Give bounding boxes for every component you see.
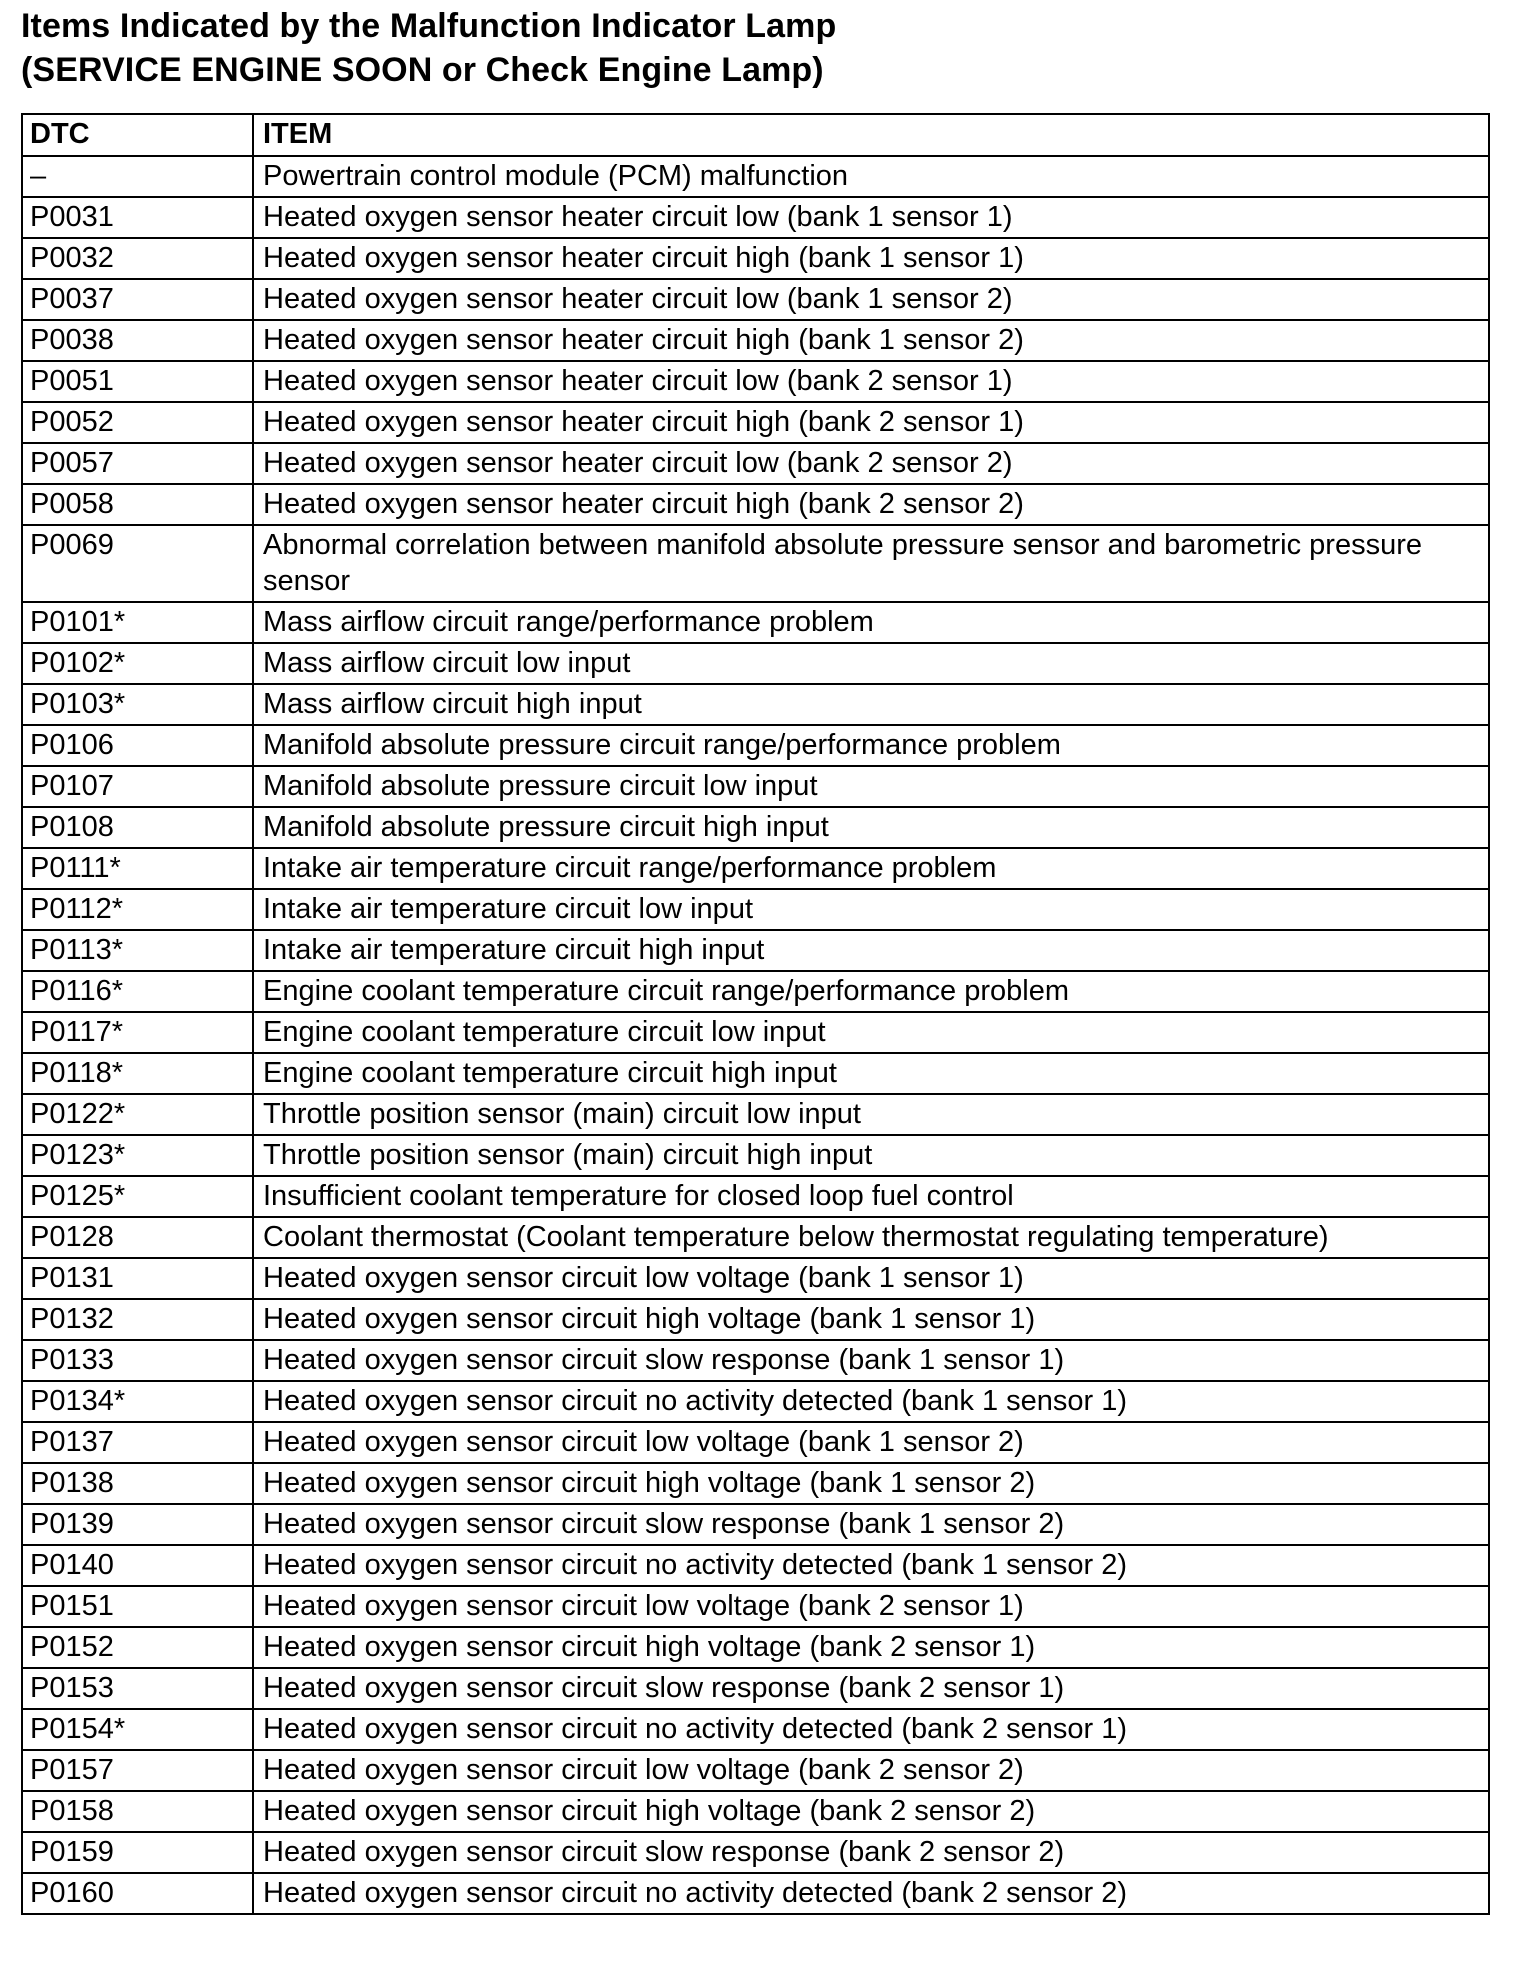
column-header-item: ITEM [253,114,1489,156]
dtc-code-cell: P0038 [22,320,253,361]
table-row [22,889,1489,930]
dtc-item-cell: Engine coolant temperature circuit low input [253,1012,1489,1053]
table-row [22,1791,1489,1832]
dtc-code-cell: P0137 [22,1422,253,1463]
table-row [22,402,1489,443]
dtc-code-cell: P0157 [22,1750,253,1791]
dtc-item-cell: Mass airflow circuit low input [253,643,1489,684]
dtc-code-cell: P0128 [22,1217,253,1258]
table-row [22,1176,1489,1217]
dtc-item-cell: Manifold absolute pressure circuit low input [253,766,1489,807]
table-row [22,1504,1489,1545]
table-row [22,1012,1489,1053]
dtc-code-cell: P0138 [22,1463,253,1504]
dtc-code-cell: P0102* [22,643,253,684]
dtc-item-cell: Heated oxygen sensor circuit no activity detected (bank 1 sensor 1) [253,1381,1489,1422]
dtc-code-cell: P0131 [22,1258,253,1299]
table-row [22,1094,1489,1135]
dtc-code-cell: P0111* [22,848,253,889]
dtc-code-cell: P0103* [22,684,253,725]
dtc-item-cell: Heated oxygen sensor circuit no activity detected (bank 1 sensor 2) [253,1545,1489,1586]
dtc-item-cell: Heated oxygen sensor heater circuit low (bank 2 sensor 1) [253,361,1489,402]
dtc-item-cell: Heated oxygen sensor circuit no activity detected (bank 2 sensor 1) [253,1709,1489,1750]
table-row [22,930,1489,971]
dtc-code-cell: P0101* [22,602,253,643]
dtc-code-cell: P0052 [22,402,253,443]
dtc-code-cell: P0116* [22,971,253,1012]
dtc-item-cell: Heated oxygen sensor circuit low voltage (bank 2 sensor 2) [253,1750,1489,1791]
dtc-code-cell: P0108 [22,807,253,848]
table-row [22,602,1489,643]
dtc-item-cell: Intake air temperature circuit low input [253,889,1489,930]
table-row [22,484,1489,525]
dtc-item-cell: Heated oxygen sensor circuit low voltage (bank 2 sensor 1) [253,1586,1489,1627]
dtc-item-cell: Heated oxygen sensor circuit high voltage (bank 2 sensor 2) [253,1791,1489,1832]
table-row [22,1299,1489,1340]
dtc-item-cell: Heated oxygen sensor circuit low voltage (bank 1 sensor 2) [253,1422,1489,1463]
dtc-code-cell: P0058 [22,484,253,525]
dtc-code-cell: P0051 [22,361,253,402]
table-row [22,1422,1489,1463]
dtc-item-cell: Coolant thermostat (Coolant temperature below thermostat regulating temperature) [253,1217,1489,1258]
dtc-code-cell: P0125* [22,1176,253,1217]
dtc-item-cell: Abnormal correlation between manifold absolute pressure sensor and barometric pressure sensor [253,525,1489,602]
dtc-code-cell: P0031 [22,197,253,238]
table-row [22,766,1489,807]
table-row [22,279,1489,320]
dtc-item-cell: Mass airflow circuit range/performance problem [253,602,1489,643]
dtc-code-cell: P0154* [22,1709,253,1750]
dtc-table [21,113,1490,1915]
dtc-code-cell: P0160 [22,1873,253,1914]
dtc-item-cell: Heated oxygen sensor heater circuit high (bank 1 sensor 1) [253,238,1489,279]
table-row [22,1627,1489,1668]
table-row [22,684,1489,725]
dtc-item-cell: Heated oxygen sensor circuit slow response (bank 2 sensor 1) [253,1668,1489,1709]
dtc-item-cell: Heated oxygen sensor circuit slow response (bank 1 sensor 1) [253,1340,1489,1381]
dtc-code-cell: P0152 [22,1627,253,1668]
dtc-item-cell: Heated oxygen sensor circuit high voltage (bank 1 sensor 2) [253,1463,1489,1504]
dtc-item-cell: Throttle position sensor (main) circuit low input [253,1094,1489,1135]
title-line-1: Items Indicated by the Malfunction Indicator Lamp [21,7,837,45]
dtc-item-cell: Heated oxygen sensor circuit high voltage (bank 2 sensor 1) [253,1627,1489,1668]
dtc-code-cell: – [22,156,253,197]
dtc-code-cell: P0118* [22,1053,253,1094]
dtc-item-cell: Intake air temperature circuit high input [253,930,1489,971]
dtc-code-cell: P0123* [22,1135,253,1176]
dtc-code-cell: P0153 [22,1668,253,1709]
dtc-code-cell: P0158 [22,1791,253,1832]
dtc-code-cell: P0134* [22,1381,253,1422]
table-row [22,1545,1489,1586]
dtc-item-cell: Heated oxygen sensor circuit low voltage (bank 1 sensor 1) [253,1258,1489,1299]
dtc-item-cell: Engine coolant temperature circuit high input [253,1053,1489,1094]
dtc-item-cell: Heated oxygen sensor circuit no activity detected (bank 2 sensor 2) [253,1873,1489,1914]
dtc-code-cell: P0069 [22,525,253,602]
table-row [22,1873,1489,1914]
table-row [22,1135,1489,1176]
dtc-item-cell: Engine coolant temperature circuit range/performance problem [253,971,1489,1012]
dtc-code-cell: P0133 [22,1340,253,1381]
table-body [22,156,1489,1914]
dtc-item-cell: Insufficient coolant temperature for closed loop fuel control [253,1176,1489,1217]
dtc-item-cell: Heated oxygen sensor circuit high voltage (bank 1 sensor 1) [253,1299,1489,1340]
dtc-code-cell: P0107 [22,766,253,807]
dtc-code-cell: P0113* [22,930,253,971]
table-row [22,1258,1489,1299]
dtc-code-cell: P0037 [22,279,253,320]
table-row [22,807,1489,848]
table-row [22,1586,1489,1627]
table-row [22,320,1489,361]
table-row [22,848,1489,889]
dtc-item-cell: Heated oxygen sensor circuit slow response (bank 1 sensor 2) [253,1504,1489,1545]
dtc-code-cell: P0032 [22,238,253,279]
dtc-code-cell: P0122* [22,1094,253,1135]
table-row [22,1463,1489,1504]
dtc-code-cell: P0117* [22,1012,253,1053]
table-row [22,238,1489,279]
dtc-item-cell: Intake air temperature circuit range/performance problem [253,848,1489,889]
dtc-code-cell: P0140 [22,1545,253,1586]
table-row [22,643,1489,684]
dtc-item-cell: Manifold absolute pressure circuit range/performance problem [253,725,1489,766]
page-title [21,4,836,92]
table-row [22,725,1489,766]
dtc-code-cell: P0106 [22,725,253,766]
dtc-code-cell: P0057 [22,443,253,484]
dtc-item-cell: Heated oxygen sensor heater circuit low (bank 1 sensor 2) [253,279,1489,320]
dtc-item-cell: Throttle position sensor (main) circuit high input [253,1135,1489,1176]
table-row [22,156,1489,197]
dtc-item-cell: Heated oxygen sensor circuit slow response (bank 2 sensor 2) [253,1832,1489,1873]
dtc-item-cell: Heated oxygen sensor heater circuit high (bank 2 sensor 1) [253,402,1489,443]
table-row [22,971,1489,1012]
table-row [22,361,1489,402]
dtc-item-cell: Manifold absolute pressure circuit high input [253,807,1489,848]
table-row [22,1381,1489,1422]
dtc-item-cell: Heated oxygen sensor heater circuit high (bank 2 sensor 2) [253,484,1489,525]
dtc-code-cell: P0112* [22,889,253,930]
dtc-code-cell: P0151 [22,1586,253,1627]
table-row [22,1217,1489,1258]
table-row [22,443,1489,484]
table-row [22,1709,1489,1750]
table-row [22,1340,1489,1381]
dtc-code-cell: P0132 [22,1299,253,1340]
column-header-dtc: DTC [22,114,253,156]
dtc-item-cell: Powertrain control module (PCM) malfunction [253,156,1489,197]
table-row [22,1053,1489,1094]
dtc-item-cell: Heated oxygen sensor heater circuit high (bank 1 sensor 2) [253,320,1489,361]
table-header-row [22,114,1489,156]
dtc-item-cell: Heated oxygen sensor heater circuit low (bank 1 sensor 1) [253,197,1489,238]
dtc-item-cell: Heated oxygen sensor heater circuit low (bank 2 sensor 2) [253,443,1489,484]
title-line-2: (SERVICE ENGINE SOON or Check Engine Lamp) [21,51,824,89]
table-row [22,197,1489,238]
dtc-code-cell: P0139 [22,1504,253,1545]
table-row [22,1668,1489,1709]
dtc-item-cell: Mass airflow circuit high input [253,684,1489,725]
table-row [22,1832,1489,1873]
dtc-code-cell: P0159 [22,1832,253,1873]
table-row [22,525,1489,602]
table-row [22,1750,1489,1791]
